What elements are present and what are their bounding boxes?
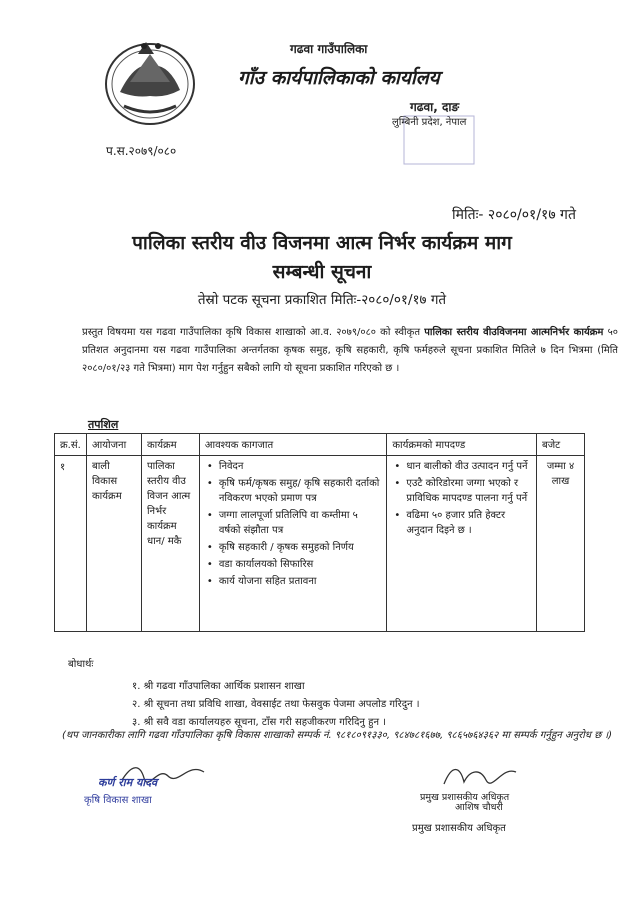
reference-number: प.स.२०७९/०८० xyxy=(106,144,177,158)
criteria-item: • धान बालीको वीउ उत्पादन गर्नु पर्ने xyxy=(392,459,531,474)
cc-heading: बोधार्थः xyxy=(68,659,94,670)
notice-date: मितिः- २०८०/०१/१७ गते xyxy=(452,207,576,223)
header-sn: क्र.सं. xyxy=(55,434,87,456)
body-paragraph xyxy=(82,324,618,378)
publication-date-line: तेस्रो पटक सूचना प्रकाशित मितिः-२०८०/०१/१७ गते xyxy=(197,292,447,308)
notice-subtitle: सम्बन्धी सूचना xyxy=(272,261,372,283)
cell-documents xyxy=(199,456,387,632)
office-name: गाँउ कार्यपालिकाको कार्यालय xyxy=(238,67,440,89)
header-budget: बजेट xyxy=(537,434,585,456)
municipality-name: गढवा गाउँपालिका xyxy=(290,42,368,56)
header-documents: आवश्यक कागजात xyxy=(199,434,387,456)
document-item: • जग्गा लालपूर्जा प्रतिलिपि वा कम्तीमा ५ वर्षको संझौता पत्र xyxy=(205,508,382,538)
header-criteria: कार्यक्रमको मापदण्ड xyxy=(387,434,537,456)
left-signatory-title: कृषि विकास शाखा xyxy=(84,795,152,806)
body-text-1: प्रस्तुत विषयमा यस गढवा गाउँपालिका कृषि विकास शाखाको आ.व. २०७९/०८० को स्वीकृत xyxy=(82,327,425,338)
document-item: • कृषि सहकारी / कृषक समुहको निर्णय xyxy=(205,540,382,555)
program-table xyxy=(54,433,585,632)
right-signatory-label: प्रमुख प्रशासकीय अधिकृत xyxy=(420,792,510,803)
document-item: • कृषि फर्म/कृषक समुह/ कृषि सहकारी दर्ताको नविकरण भएको प्रमाण पत्र xyxy=(205,476,382,506)
cell-sn: १ xyxy=(55,456,87,632)
right-signatory-title: प्रमुख प्रशासकीय अधिकृत xyxy=(412,823,506,834)
cell-budget: जम्मा ४ लाख xyxy=(537,456,585,632)
document-item: • वडा कार्यालयको सिफारिस xyxy=(205,557,382,572)
table-header-row xyxy=(55,434,585,456)
document-item: • कार्य योजना सहित प्रतावना xyxy=(205,574,382,589)
nepal-emblem-logo xyxy=(100,32,200,128)
cell-criteria xyxy=(387,456,537,632)
contact-note: (थप जानकारीका लागि गढवा गाँउपालिका कृषि विकास शाखाको सम्पर्क नं. ९८१८०९१३३०, ९८४७८१६७७, ९८६५७६४३६२ मा सम्पर्क गर्नुहुन अनुरोध छ ।) xyxy=(62,730,613,741)
office-stamp xyxy=(400,110,480,170)
cell-program: पालिका स्तरीय वीउ विजन आत्म निर्भर कार्यक्रम धान/ मकै xyxy=(141,456,199,632)
right-signature xyxy=(440,762,520,790)
header-program: कार्यक्रम xyxy=(141,434,199,456)
table-row xyxy=(55,456,585,632)
body-text-bold: पालिका स्तरीय वीउविजनमा आत्मनिर्भर कार्यक्रम xyxy=(424,327,604,338)
details-heading: तपशिल xyxy=(88,418,119,431)
place-name: गढवा, दाङ xyxy=(410,100,460,114)
right-signatory-name: आशिष चौधरी xyxy=(455,802,503,813)
notice-title: पालिका स्तरीय वीउ विजनमा आत्म निर्भर कार्यक्रम माग xyxy=(132,232,512,254)
cc-item: ३. श्री सवै वडा कार्यालयहरु सूचना, टाँस गरी सहजीकरण गरिदिनु हुन । xyxy=(132,717,386,728)
cell-project: बाली विकास कार्यक्रम xyxy=(86,456,141,632)
province-name: लुम्बिनी प्रदेश, नेपाल xyxy=(392,117,467,128)
body-text-2: ५० प्रतिशत अनुदानमा यस गढवा गाउँपालिका अन्तर्गतका कृषक समुह, कृषि सहकारी, कृषि फर्महरुले सूचना प्रकाशित मितिले ७ दिन भित्रमा (मिति २०८०/०१/२३ गते भित्रमा) माग पेश गर्नुहुन सबैको लागि यो सूचना प्रकाशित गरिएको छ । xyxy=(82,327,618,374)
criteria-item: • एउटै कोरिडोरमा जग्गा भएको र प्राविधिक मापदण्ड पालना गर्नु पर्ने xyxy=(392,476,531,506)
cc-item: २. श्री सूचना तथा प्रविधि शाखा, वेवसाईट तथा फेसवुक पेजमा अपलोड गरिदुन । xyxy=(132,699,420,710)
cc-item: १. श्री गढवा गाँउपालिका आर्थिक प्रशासन शाखा xyxy=(132,681,305,692)
document-item: • निवेदन xyxy=(205,459,382,474)
header-project: आयोजना xyxy=(86,434,141,456)
left-signatory-name: कर्ण राम यादव xyxy=(98,776,158,789)
criteria-item: • वढिमा ५० हजार प्रति हेक्टर अनुदान दिइने छ । xyxy=(392,508,531,538)
